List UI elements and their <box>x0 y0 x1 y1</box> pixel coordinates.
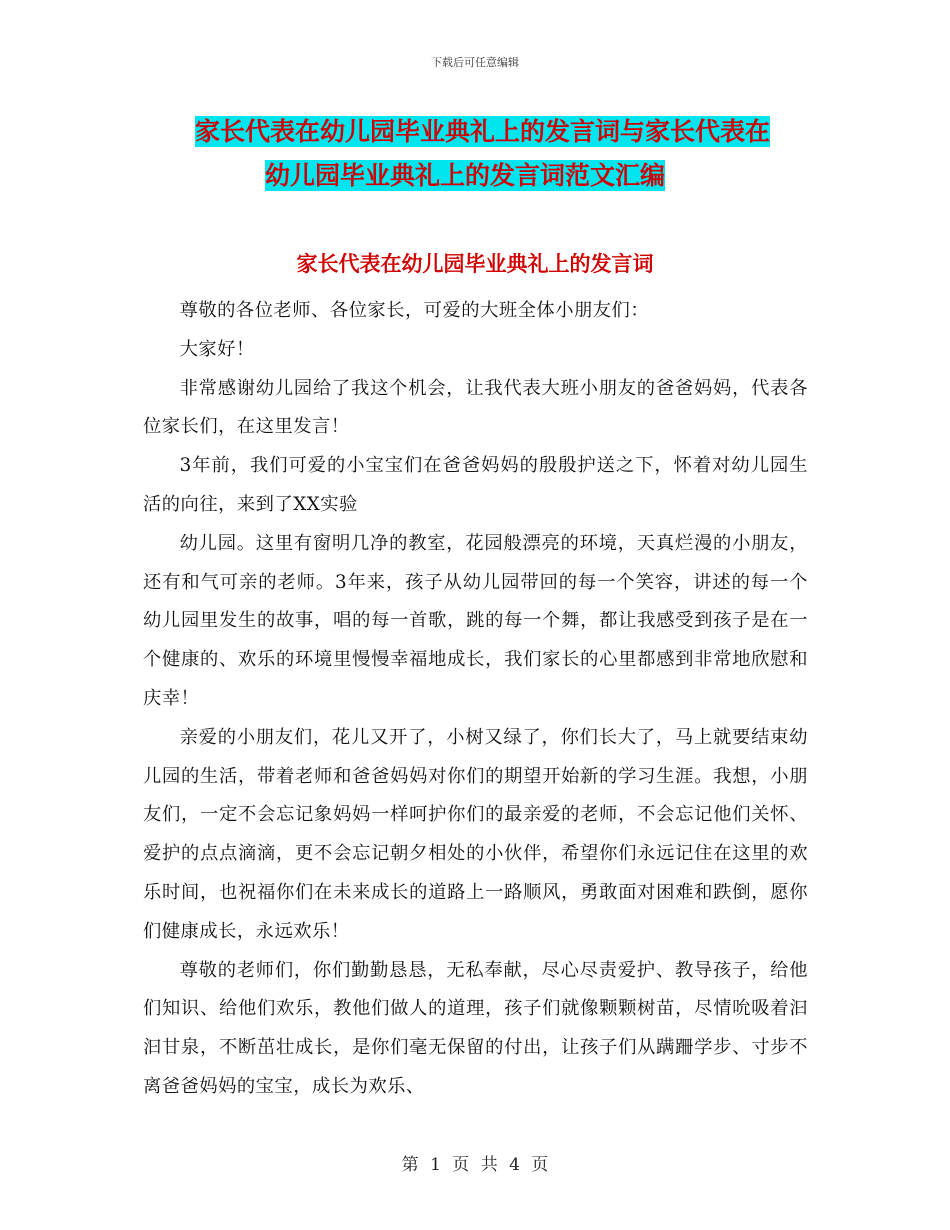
paragraph: 幼儿园。这里有窗明几净的教室，花园般漂亮的环境，天真烂漫的小朋友，还有和气可亲的老师。3年来，孩子从幼儿园带回的每一个笑容，讲述的每一个幼儿园里发生的故事，唱的每一首歌，跳的每一个舞，都让我感受到孩子是在一个健康的、欢乐的环境里慢慢幸福地成长，我们家长的心里都感到非常地欣慰和庆幸！ <box>143 532 808 709</box>
title-line-2 <box>150 154 810 198</box>
paragraph: 亲爱的小朋友们，花儿又开了，小树又绿了，你们长大了，马上就要结束幼儿园的生活，带着老师和爸爸妈妈对你们的期望开始新的学习生涯。我想，小朋友们，一定不会忘记象妈妈一样呵护你们的最亲爱的老师，不会忘记他们关怀、爱护的点点滴滴，更不会忘记朝夕相处的小伙伴，希望你们永远记住在这里的欢乐时间，也祝福你们在未来成长的道路上一路顺风，勇敢面对困难和跌倒，愿你们健康成长，永远欢乐！ <box>143 726 808 942</box>
paragraph-hello: 大家好！ <box>179 338 255 360</box>
paragraph: 3年前，我们可爱的小宝宝们在爸爸妈妈的殷殷护送之下，怀着对幼儿园生活的向往，来到了XX实验 <box>143 455 808 515</box>
title-line-1 <box>150 110 810 154</box>
document-title <box>150 110 810 198</box>
paragraph: 尊敬的老师们，你们勤勤恳恳，无私奉献，尽心尽责爱护、教导孩子，给他们知识、给他们欢乐，教他们做人的道理，孩子们就像颗颗树苗，尽情吮吸着汩汩甘泉，不断茁壮成长，是你们毫无保留的付出，让孩子们从蹒跚学步、寸步不离爸爸妈妈的宝宝，成长为欢乐、 <box>143 959 808 1097</box>
paragraph: 非常感谢幼儿园给了我这个机会，让我代表大班小朋友的爸爸妈妈，代表各位家长们，在这里发言！ <box>143 377 808 438</box>
title-line-2-text: 幼儿园毕业典礼上的发言词范文汇编 <box>265 161 666 190</box>
title-line-1-text: 家长代表在幼儿园毕业典礼上的发言词与家长代表在 <box>195 117 771 146</box>
page-footer: 第 1 页 共 4 页 <box>401 1155 549 1175</box>
paragraph-greeting: 尊敬的各位老师、各位家长，可爱的大班全体小朋友们： <box>179 300 650 321</box>
body-text <box>143 292 808 1107</box>
section-subtitle: 家长代表在幼儿园毕业典礼上的发言词 <box>296 252 654 276</box>
header-note: 下载后可任意编辑 <box>431 56 519 69</box>
